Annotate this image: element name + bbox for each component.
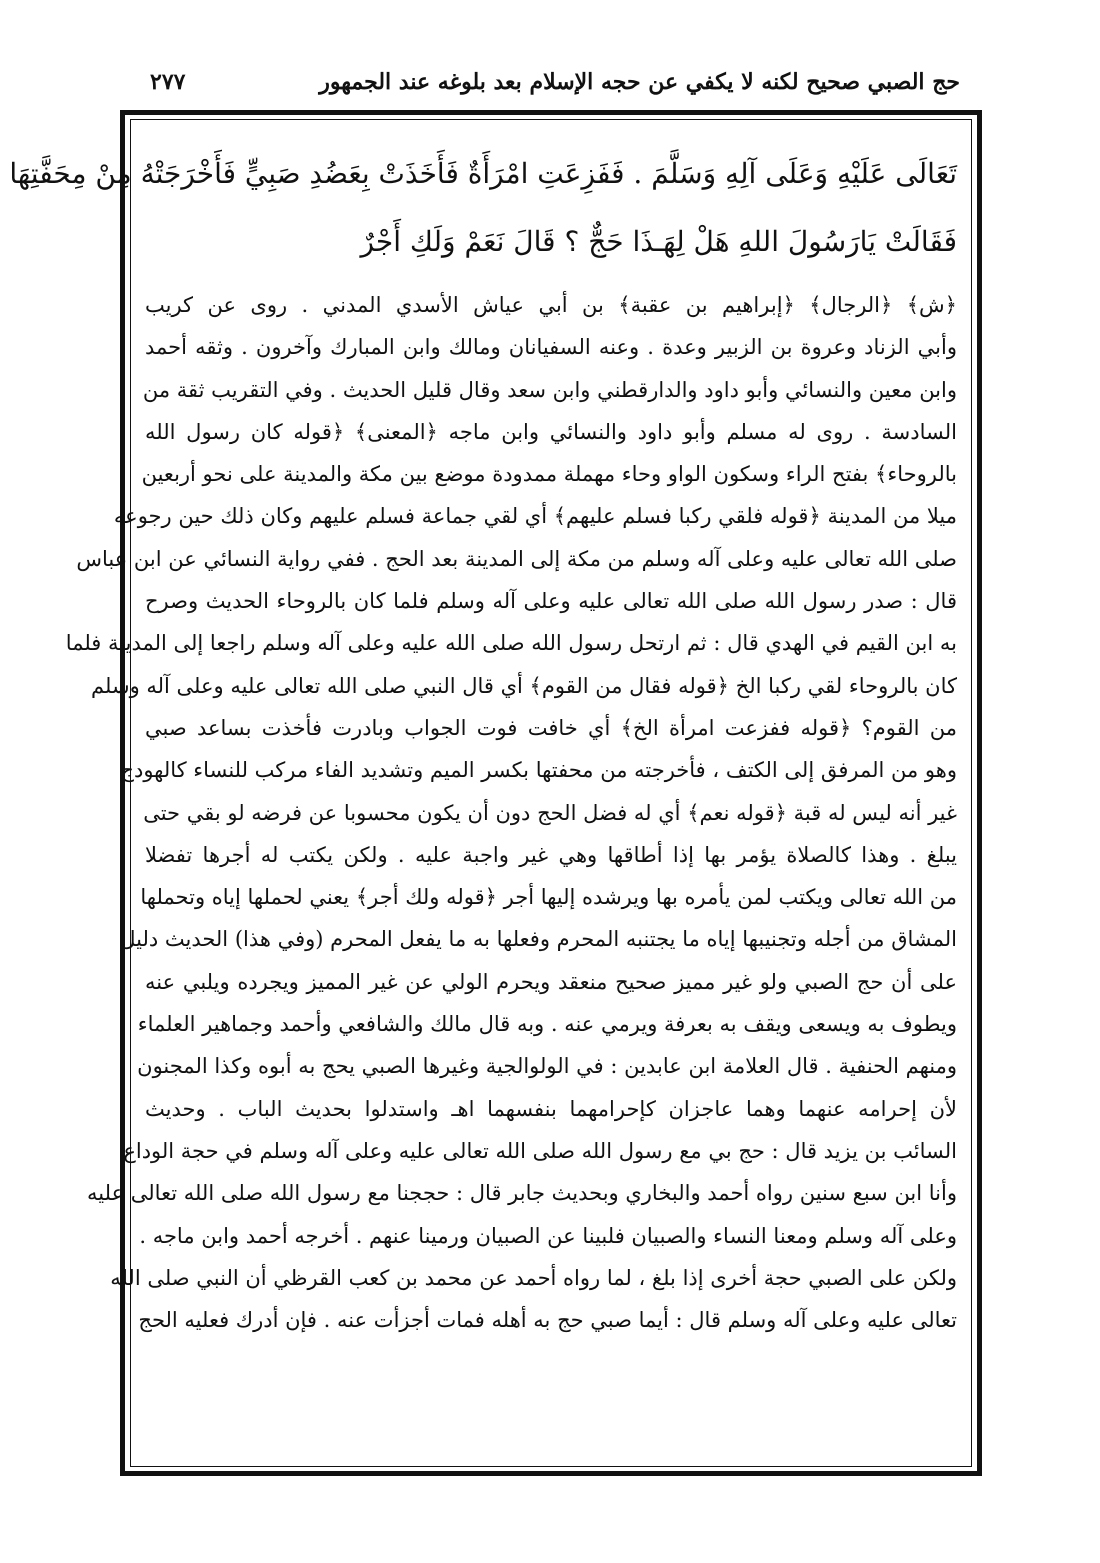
- commentary-line: السائب بن يزيد قال : حج بي مع رسول الله صلى الله تعالى عليه وعلى آله وسلم في حجة الوداع: [123, 1138, 957, 1163]
- hadith-text: [9, 140, 957, 276]
- commentary-line: بالروحاء﴾ بفتح الراء وسكون الواو وحاء مهملة ممدودة موضع بين مكة والمدينة على نحو أربعين: [141, 462, 957, 487]
- commentary-line: ﴿ش﴾ ﴿الرجال﴾ ﴿إبراهيم بن عقبة﴾ بن أبي عياش الأسدي المدني . روى عن كريب: [145, 293, 957, 317]
- commentary-line: ومنهم الحنفية . قال العلامة ابن عابدين : في الولوالجية وغيرها الصبي يحج به أبوه وكذا المجنون: [137, 1054, 957, 1079]
- page-number: ٢٧٧: [150, 69, 186, 95]
- commentary-line: ميلا من المدينة ﴿قوله فلقي ركبا فسلم عليهم﴾ أي لقي جماعة فسلم عليهم وكان ذلك حين رجوعه: [113, 504, 957, 529]
- commentary-line: وابن معين والنسائي وأبو داود والدارقطني وابن سعد وقال قليل الحديث . وفي التقريب ثقة من: [142, 377, 957, 402]
- commentary-line: قال : صدر رسول الله صلى الله تعالى عليه وعلى آله وسلم فلما كان بالروحاء الحديث وصرح: [145, 589, 957, 614]
- commentary-line: به ابن القيم في الهدي قال : ثم ارتحل رسول الله صلى الله عليه وعلى آله وسلم راجعا إلى المدينة فلما: [65, 631, 957, 656]
- commentary-text: [65, 284, 957, 1341]
- commentary-line: كان بالروحاء لقي ركبا الخ ﴿قوله فقال من القوم﴾ أي قال النبي صلى الله تعالى عليه وعلى آله وسلم: [91, 673, 957, 698]
- commentary-line: السادسة . روى له مسلم وأبو داود والنسائي وابن ماجه ﴿المعنى﴾ ﴿قوله كان رسول الله: [145, 419, 957, 444]
- commentary-line: صلى الله تعالى عليه وعلى آله وسلم من مكة إلى المدينة بعد الحج . ففي رواية النسائي عن ابن عباس: [76, 546, 957, 571]
- commentary-line: ولكن على الصبي حجة أخرى إذا بلغ ، لما رواه أحمد عن محمد بن كعب القرظي أن النبي صلى الله: [110, 1265, 957, 1290]
- running-title: حج الصبي صحيح لكنه لا يكفي عن حجه الإسلام بعد بلوغه عند الجمهور: [319, 69, 960, 95]
- commentary-line: وأبي الزناد وعروة بن الزبير وعدة . وعنه السفيانان ومالك وابن المبارك وآخرون . وثقه أحمد: [145, 335, 957, 360]
- commentary-line: ويطوف به ويسعى ويقف به بعرفة ويرمي عنه . وبه قال مالك والشافعي وأحمد وجماهير العلماء: [137, 1012, 957, 1037]
- commentary-line: وعلى آله وسلم ومعنا النساء والصبيان فلبينا عن الصبيان ورمينا عنهم . أخرجه أحمد وابن ماجه .: [139, 1223, 957, 1248]
- commentary-line: من الله تعالى ويكتب لمن يأمره بها ويرشده إليها أجر ﴿قوله ولك أجر﴾ يعني لحملها إياه وتحملها: [140, 885, 957, 910]
- hadith-line: فَقَالَتْ يَارَسُولَ اللهِ هَلْ لِهَـذَا حَجٌّ ؟ قَالَ نَعَمْ وَلَكِ أَجْرٌ: [360, 225, 957, 258]
- commentary-line: لأن إحرامه عنهما وهما عاجزان كإحرامهما بنفسهما اهـ واستدلوا بحديث الباب . وحديث: [145, 1096, 957, 1121]
- hadith-line: تَعَالَى عَلَيْهِ وَعَلَى آلِهِ وَسَلَّمَ . فَفَزِعَتِ امْرَأَةٌ فَأَخَذَتْ بِعَضُدِ صَبِيٍّ فَأَخْرَجَتْهُ مِنْ مِحَفَّتِهَا: [9, 157, 957, 190]
- commentary-line: وهو من المرفق إلى الكتف ، فأخرجته من محفتها بكسر الميم وتشديد الفاء مركب للنساء كالهودج: [120, 758, 957, 783]
- running-header: [150, 62, 960, 102]
- commentary-line: من القوم؟ ﴿قوله ففزعت امرأة الخ﴾ أي خافت فوت الجواب وبادرت فأخذت بساعد صبي: [145, 715, 957, 740]
- commentary-line: وأنا ابن سبع سنين رواه أحمد والبخاري وبحديث جابر قال : حججنا مع رسول الله صلى الله تعالى عليه: [87, 1181, 957, 1206]
- commentary-line: تعالى عليه وعلى آله وسلم قال : أيما صبي حج به أهله فمات أجزأت عنه . فإن أدرك فعليه الحج: [138, 1308, 957, 1333]
- commentary-line: المشاق من أجله وتجنيبها إياه ما يجتنبه المحرم وفعلها به ما يفعل المحرم (وفي هذا) الحديث دليل: [120, 927, 957, 952]
- commentary-line: غير أنه ليس له قبة ﴿قوله نعم﴾ أي له فضل الحج دون أن يكون محسوبا عن فرضه لو بقي حتى: [143, 800, 957, 825]
- commentary-line: يبلغ . وهذا كالصلاة يؤمر بها إذا أطاقها وهي غير واجبة عليه . ولكن يكتب له أجرها تفضلا: [145, 842, 957, 867]
- commentary-line: على أن حج الصبي ولو غير مميز صحيح منعقد ويحرم الولي عن غير المميز ويجرده ويلبي عنه: [145, 969, 957, 994]
